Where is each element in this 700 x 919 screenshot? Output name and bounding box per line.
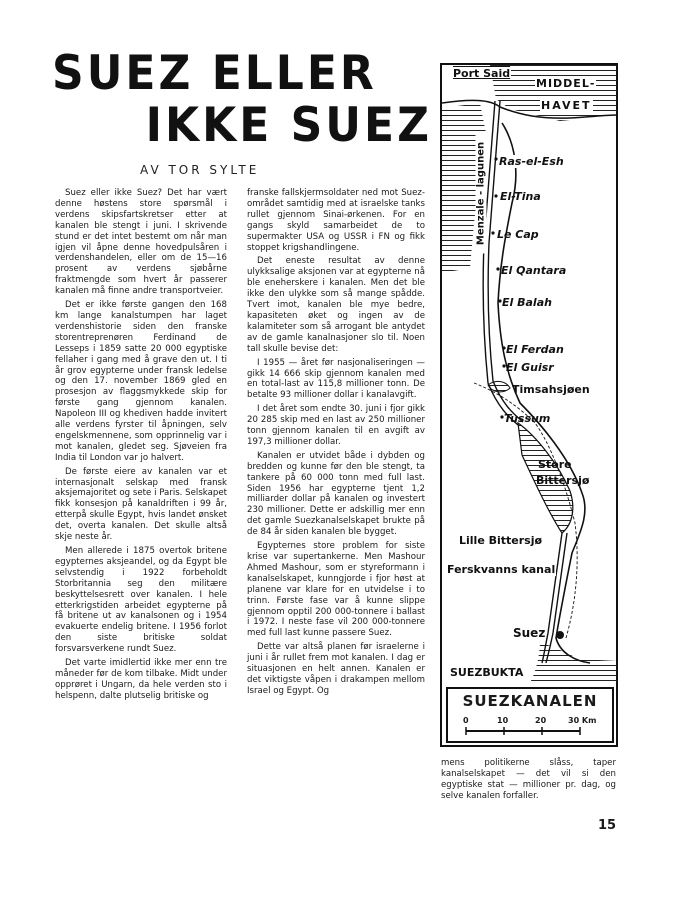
label-menzale-lagoon: Menzale - lagunen (476, 134, 487, 254)
label-le-cap: Le Cap (497, 228, 539, 241)
suez-canal-map (440, 63, 618, 747)
page-number: 15 (598, 818, 617, 833)
label-el-balah: El Balah (502, 296, 552, 309)
label-ras-el-esh: Ras-el-Esh (499, 155, 564, 168)
label-suez: Suez (513, 626, 546, 640)
label-el-guisr: El Guisr (506, 361, 554, 374)
article-column-1 (55, 188, 227, 705)
paragraph: franske fallskjermsoldater ned mot Suez-området samtidig med at israelske tanks rullet gjennom Sinai-ørkenen. For en gangs skyld samarbeidet de to supermakter USA og USSR i FN og fikk stoppet krigshandlingene. (247, 188, 425, 253)
paragraph: Det er ikke første gangen den 168 km lange kanalstumpen har laget verdenshistorie siden den franske storentreprenøren Ferdinand de Lesseps i 1859 satte 20 000 egyptiske fellaher i gang med å grave den ut. I ti år grov egypterne under fransk ledelse og den 17. november 1869 gled en prosesjon av flaggsmykkede skip for første gang gjennom kanalen. Napoleon III og khediven hadde invitert alle verdens fyrster til åpningen, selv engelskmennene, som opprinnelig var i mot kanalen, gledet seg. Sjøveien fra India til London var jo halvert. (55, 300, 227, 463)
paragraph: I det året som endte 30. juni i fjor gikk 20 285 skip med en last av 250 millioner tonn gjennom kanalen til en avgift av 197,3 millioner dollar. (247, 404, 425, 447)
article-column-2 (247, 188, 425, 700)
label-el-ferdan: El Ferdan (506, 343, 564, 356)
paragraph: I 1955 — året før nasjonaliseringen — gikk 14 666 skip gjennom kanalen med en total-last av 115,8 millioner tonn. De betalte 93 millioner dollar i kanalavgift. (247, 357, 425, 401)
paragraph: Det varte imidlertid ikke mer enn tre måneder før de kom tilbake. Midt under opprøret i Ungarn, da hele verden sto i helspenn, dalte plutselig britiske og (55, 658, 227, 701)
label-bittersjo: Bittersjø (536, 474, 590, 487)
label-lille-bittersjo: Lille Bittersjø (459, 534, 543, 547)
paragraph: Det eneste resultat av denne ulykksalige aksjonen var at egypterne nå ble eneherskere i kanalen. Men det ble ikke den ulykke som så mange spådde. Tvert imot, kanalen ble mye bedre, kapasiteten øket og ingen av de kalamiteter som så arrogant ble antydet av de gamle kanalnasjoner slo til. Noen tall skulle bevise det: (247, 256, 425, 354)
paragraph: mens politikerne slåss, taper kanalselskapet — det vil si den egyptiske stat — millioner pr. dag, og selve kanalen forfaller. (441, 758, 616, 801)
label-store: Store (538, 458, 572, 471)
scale-tick: 10 (497, 716, 509, 725)
label-ferskvanns-kanal: Ferskvanns kanal (447, 563, 556, 576)
legend-title: SUEZKANALEN (462, 692, 598, 710)
paragraph: Dette var altså planen før israelerne i juni i år rullet frem mot kanalen. I dag er situasjonen en helt annen. Kanalen er det viktigste våpen i drakampen mellom Israel og Egypt. Og (247, 642, 425, 696)
label-el-qantara: El Qantara (501, 264, 567, 277)
label-timsahsjoen: Timsahsjøen (512, 383, 590, 396)
paragraph: Suez eller ikke Suez? Det har vært denne høstens store spørsmål i verdens skipsfartskretser etter at kanalen ble stengt i juni. I skrivende stund er det intet bestemt om når man igjen vil åpne denne hovedpulsåren i verdenshandelen, eller om de 15—16 prosent av verdens sjøbårne fraktmengde som hvert år passerer kanalen må finne andre transportveier. (55, 188, 227, 297)
paragraph: De første eiere av kanalen var et internasjonalt selskap med fransk aksjemajoritet og sete i Paris. Selskapet fikk konsesjon på kanaldriften i 99 år, etterpå skulle Egypt, hvis landet ønsket det, overta kanalen. Det skulle altså skje neste år. (55, 466, 227, 543)
paragraph: Egypternes store problem for siste krise var supertankerne. Men Mashour Ahmed Mashour, som er styreformann i kanalselskapet, kunngjorde i fjor høst at planene var klare for en utvidelse i to trinn. Første fase var å kunne slippe gjennom opptil 200 000-tonnere i ballast i 1972. I neste fase vil 200 000-tonnere med full last kunne passere Suez. (247, 541, 425, 639)
label-port-said: Port Said (453, 67, 511, 80)
label-middelhavet-1: MIDDEL- (536, 77, 596, 90)
paragraph: Kanalen er utvidet både i dybden og bredden og kunne før den ble stengt, ta tankere på 60 000 tonn med full last. Siden 1956 har egypterne tjent 1,2 milliarder dollar på kanalen og investert 230 millioner. Dette er adskillig mer enn det gamle Suezkanalselskapet brukte på de 84 år siden kanalen ble bygget. (247, 450, 425, 538)
label-el-tina: El-Tina (500, 190, 541, 203)
label-suezbukta: SUEZBUKTA (450, 666, 524, 679)
scale-tick: 30 Km (568, 716, 597, 725)
title-line-2: IKKE SUEZ (145, 97, 432, 154)
title-line-1: SUEZ ELLER (52, 45, 377, 102)
paragraph: Men allerede i 1875 overtok britene egypternes aksjeandel, og da Egypt ble selvstendig i 1922 forbeholdt Storbritannia seg den militære beskyttelsesrett over kanalen. I hele etterkrigstiden arbeidet egypterne på få britene ut av kanalsonen og i 1954 evakuerte endelig britene. I 1956 forlot den siste britiske soldat forsvarsverkene rundt Suez. (55, 546, 227, 655)
label-middelhavet-2: HAVET (541, 99, 592, 112)
article-column-3 (441, 758, 616, 805)
map-legend (446, 687, 614, 743)
scale-tick: 20 (535, 716, 547, 725)
scale-tick: 0 (463, 716, 469, 725)
scale-bar (448, 689, 612, 741)
label-tussum: Tussum (504, 412, 551, 425)
byline: AV TOR SYLTE (140, 163, 260, 177)
